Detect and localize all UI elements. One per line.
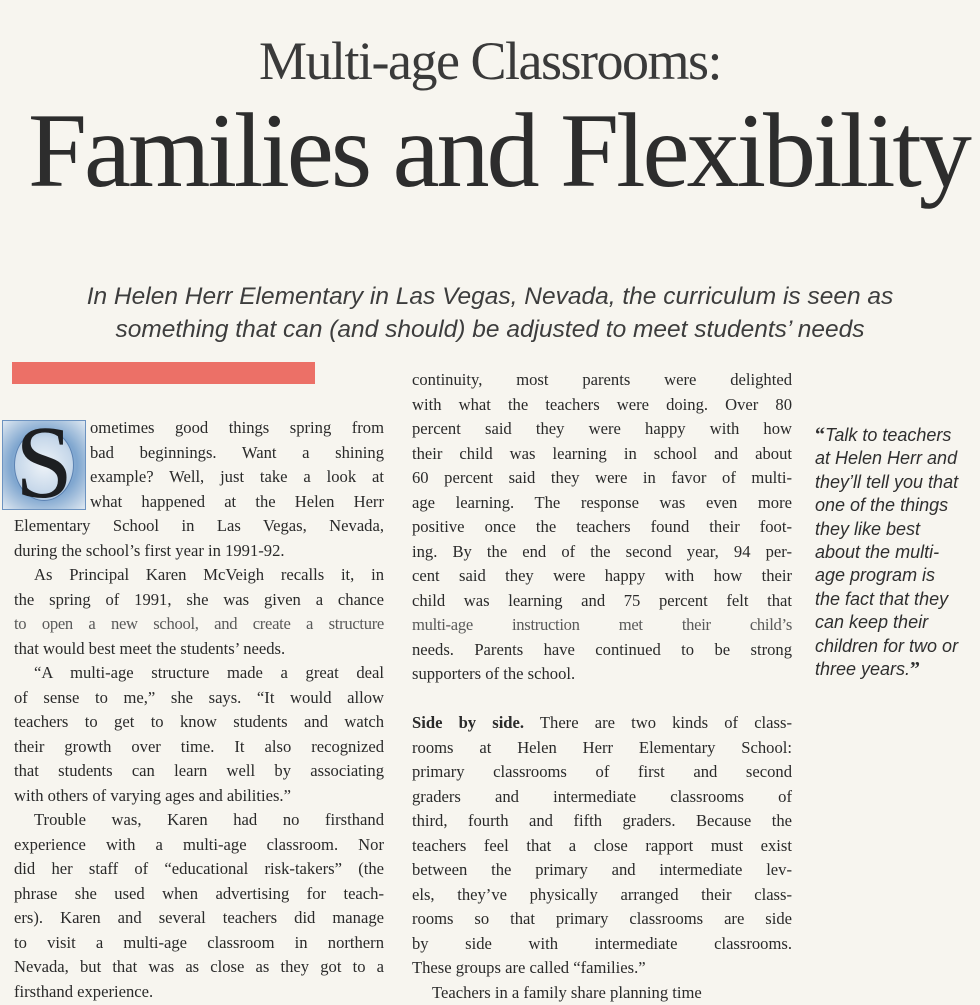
body-line: their child was learning in school and about — [412, 442, 792, 467]
body-line: Elementary School in Las Vegas, Nevada, — [14, 514, 384, 539]
open-quote-mark: “ — [815, 424, 825, 446]
body-line: continuity, most parents were delighted — [412, 368, 792, 393]
accent-bar — [12, 362, 315, 384]
body-line: needs. Parents have continued to be strong — [412, 638, 792, 663]
pull-quote-line — [815, 658, 980, 681]
deck-line: something that can (and should) be adjusted to meet students’ needs — [0, 313, 980, 346]
pull-quote-line: one of the things — [815, 494, 980, 517]
pull-quote-text: Talk to teachers — [825, 425, 951, 445]
body-line: ing. By the end of the second year, 94 per- — [412, 540, 792, 565]
body-line: what happened at the Helen Herr — [14, 490, 384, 515]
body-line: to open a new school, and create a structure — [14, 612, 384, 637]
body-line: the spring of 1991, she was given a chance — [14, 588, 384, 613]
headline: Families and Flexibility — [28, 98, 980, 204]
pull-quote — [815, 424, 980, 681]
body-line: experience with a multi-age classroom. Nor — [14, 833, 384, 858]
pull-quote-line: about the multi- — [815, 541, 980, 564]
body-line: their growth over time. It also recognized — [14, 735, 384, 760]
body-line: with what the teachers were doing. Over 80 — [412, 393, 792, 418]
body-line: Trouble was, Karen had no firsthand — [14, 808, 384, 833]
body-line: graders and intermediate classrooms of — [412, 785, 792, 810]
pull-quote-line: they like best — [815, 518, 980, 541]
body-line: teachers feel that a close rapport must exist — [412, 834, 792, 859]
body-line: did her staff of “educational risk-takers” (the — [14, 857, 384, 882]
body-line: by side with intermediate classrooms. — [412, 932, 792, 957]
body-line: between the primary and intermediate lev- — [412, 858, 792, 883]
pull-quote-line: age program is — [815, 564, 980, 587]
body-line: teachers to get to know students and watch — [14, 710, 384, 735]
body-line: third, fourth and fifth graders. Because the — [412, 809, 792, 834]
body-line: primary classrooms of first and second — [412, 760, 792, 785]
body-line: els, they’ve physically arranged their class- — [412, 883, 792, 908]
body-line: supporters of the school. — [412, 662, 792, 687]
body-line: multi-age instruction met their child’s — [412, 613, 792, 638]
body-line: Teachers in a family share planning time — [412, 981, 792, 1005]
close-quote-mark: ” — [910, 658, 920, 680]
body-line: of sense to me,” she says. “It would allow — [14, 686, 384, 711]
body-line: to visit a multi-age classroom in northern — [14, 931, 384, 956]
section-subhead: Side by side. — [412, 713, 524, 732]
body-line: with others of varying ages and abilities.” — [14, 784, 384, 809]
pull-quote-line: at Helen Herr and — [815, 447, 980, 470]
body-line: firsthand experience. — [14, 980, 384, 1005]
body-line: phrase she used when advertising for teach- — [14, 882, 384, 907]
body-line: that students can learn well by associating — [14, 759, 384, 784]
body-line-subhead — [412, 711, 792, 736]
body-line: cent said they were happy with how their — [412, 564, 792, 589]
dropcap-letter: S — [3, 411, 85, 515]
body-line: that would best meet the students’ needs. — [14, 637, 384, 662]
body-line: rooms at Helen Herr Elementary School: — [412, 736, 792, 761]
kicker-title: Multi-age Classrooms: — [0, 30, 980, 92]
body-line: These groups are called “families.” — [412, 956, 792, 981]
body-line: positive once the teachers found their foot- — [412, 515, 792, 540]
pull-quote-line: children for two or — [815, 635, 980, 658]
deck-line: In Helen Herr Elementary in Las Vegas, Nevada, the curriculum is seen as — [0, 280, 980, 313]
pull-quote-line — [815, 424, 980, 447]
body-line: rooms so that primary classrooms are side — [412, 907, 792, 932]
body-line: As Principal Karen McVeigh recalls it, in — [14, 563, 384, 588]
body-line: “A multi-age structure made a great deal — [14, 661, 384, 686]
body-line: during the school’s first year in 1991-92. — [14, 539, 384, 564]
pull-quote-line: they’ll tell you that — [815, 471, 980, 494]
body-column-2 — [412, 368, 792, 1005]
pull-quote-text: three years. — [815, 659, 910, 679]
pull-quote-line: can keep their — [815, 611, 980, 634]
body-line: example? Well, just take a look at — [14, 465, 384, 490]
body-line: child was learning and 75 percent felt that — [412, 589, 792, 614]
body-line: Nevada, but that was as close as they got to a — [14, 955, 384, 980]
spacer-line — [412, 687, 792, 712]
body-line: bad beginnings. Want a shining — [14, 441, 384, 466]
body-line: 60 percent said they were in favor of multi- — [412, 466, 792, 491]
body-line: percent said they were happy with how — [412, 417, 792, 442]
body-column-1 — [14, 416, 384, 1004]
body-text: There are two kinds of class- — [524, 713, 792, 732]
deck-subtitle — [0, 280, 980, 346]
body-line: ometimes good things spring from — [14, 416, 384, 441]
pull-quote-line: the fact that they — [815, 588, 980, 611]
body-line: age learning. The response was even more — [412, 491, 792, 516]
body-line: ers). Karen and several teachers did manage — [14, 906, 384, 931]
